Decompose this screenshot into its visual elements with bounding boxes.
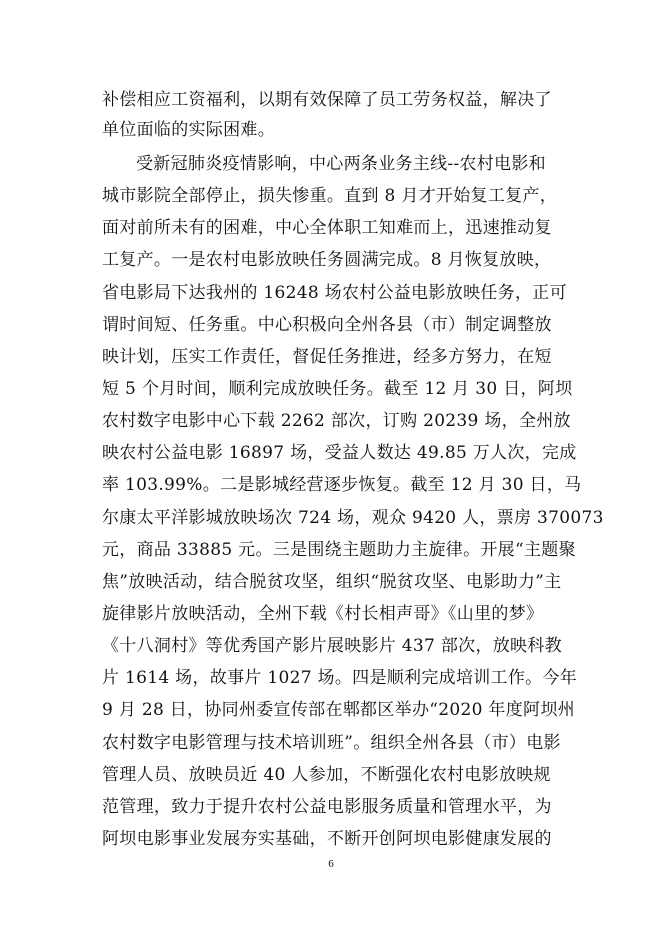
text-line: 农村数字电影管理与技术培训班”。组织全州各县（市）电影 [102,733,561,753]
text-line: 映农村公益电影 16897 场，受益人数达 49.85 万人次，完成 [102,443,577,463]
text-line: 映计划，压实工作责任，督促任务推进，经多方努力，在短 [102,347,552,367]
text-line: 元，商品 33885 元。三是围绕主题助力主旋律。开展“主题聚 [102,540,576,560]
text-line: 谓时间短、任务重。中心积极向全州各县（市）制定调整放 [102,315,552,335]
text-line: 工复产。一是农村电影放映任务圆满完成。8 月恢复放映， [102,250,552,270]
text-line: 城市影院全部停止，损失惨重。直到 8 月才开始复工复产， [102,186,558,206]
text-line: 受新冠肺炎疫情影响，中心两条业务主线--农村电影和 [136,154,546,174]
text-line: 范管理，致力于提升农村公益电影服务质量和管理水平，为 [102,797,552,817]
text-line: 尔康太平洋影城放映场次 724 场，观众 9420 人，票房 370073 [102,508,604,528]
text-line: 片 1614 场，故事片 1027 场。四是顺利完成培训工作。今年 [102,668,578,688]
text-line: 短 5 个月时间，顺利完成放映任务。截至 12 月 30 日，阿坝 [102,379,573,399]
text-line: 焦”放映活动，结合脱贫攻坚，组织“脱贫攻坚、电影助力”主 [102,572,562,592]
text-line: 率 103.99%。二是影城经营逐步恢复。截至 12 月 30 日，马 [102,475,582,495]
text-line: 单位面临的实际困难。 [102,120,275,140]
text-line: 《十八洞村》等优秀国产影片展映影片 437 部次，放映科教 [102,636,562,656]
text-line: 管理人员、放映员近 40 人参加，不断强化农村电影放映规 [102,765,551,785]
text-line: 9 月 28 日，协同州委宣传部在郫都区举办“2020 年度阿坝州 [102,700,575,720]
page-number: 6 [328,858,334,870]
text-line: 面对前所未有的困难，中心全体职工知难而上，迅速推动复 [102,218,552,238]
text-line: 农村数字电影中心下载 2262 部次，订购 20239 场，全州放 [102,411,571,431]
text-line: 阿坝电影事业发展夯实基础，不断开创阿坝电影健康发展的 [102,829,552,849]
text-line: 补偿相应工资福利，以期有效保障了员工劳务权益，解决了 [102,90,552,110]
text-line: 旋律影片放映活动，全州下载《村长相声哥》《山里的梦》 [102,604,544,624]
text-line: 省电影局下达我州的 16248 场农村公益电影放映任务，正可 [102,283,567,303]
